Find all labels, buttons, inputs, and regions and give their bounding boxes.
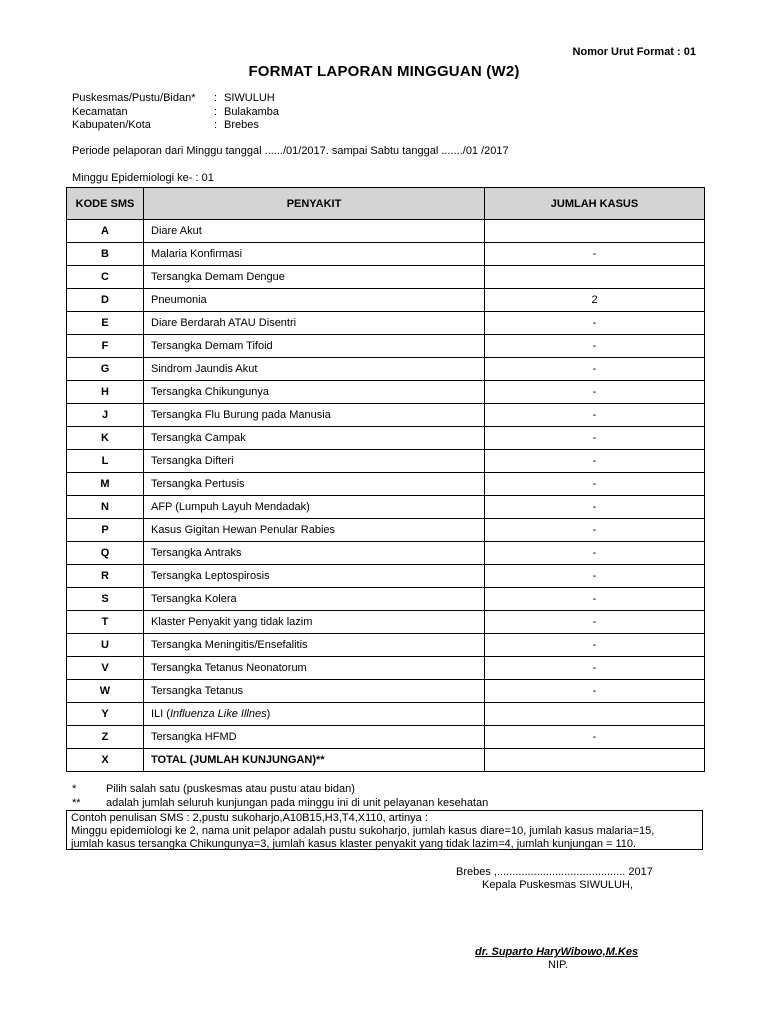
row-count: - [485, 611, 705, 634]
row-count: - [485, 726, 705, 749]
note-1 [72, 783, 355, 795]
row-disease: Tersangka Leptospirosis [144, 565, 485, 588]
kabupaten-value: Brebes [224, 119, 259, 131]
row-code: K [67, 427, 144, 450]
row-disease: AFP (Lumpuh Layuh Mendadak) [144, 496, 485, 519]
table-row [67, 220, 705, 243]
row-code: A [67, 220, 144, 243]
row-disease: Diare Akut [144, 220, 485, 243]
colon: : [214, 106, 218, 118]
note-2-mark: ** [72, 797, 81, 809]
row-count: - [485, 427, 705, 450]
row-code: T [67, 611, 144, 634]
row-count [485, 703, 705, 726]
table-row [67, 749, 705, 772]
row-disease: TOTAL (JUMLAH KUNJUNGAN)** [144, 749, 485, 772]
note-1-mark: * [72, 783, 77, 795]
row-count: - [485, 634, 705, 657]
table-row [67, 634, 705, 657]
colon: : [214, 92, 218, 104]
row-disease: Tersangka Pertusis [144, 473, 485, 496]
kecamatan-value: Bulakamba [224, 106, 280, 118]
page-title: FORMAT LAPORAN MINGGUAN (W2) [248, 63, 520, 80]
row-code: M [67, 473, 144, 496]
row-disease: Tersangka Meningitis/Ensefalitis [144, 634, 485, 657]
table-row [67, 565, 705, 588]
row-count: - [485, 335, 705, 358]
row-disease: Tersangka Campak [144, 427, 485, 450]
sms-example-box [66, 810, 703, 850]
row-count: - [485, 542, 705, 565]
row-count [485, 220, 705, 243]
header-jumlah-kasus: JUMLAH KASUS [485, 188, 705, 220]
table-row [67, 358, 705, 381]
info-row-kabupaten [72, 119, 259, 131]
table-row [67, 496, 705, 519]
row-count: - [485, 358, 705, 381]
row-disease: Tersangka Kolera [144, 588, 485, 611]
row-code: G [67, 358, 144, 381]
row-disease: Kasus Gigitan Hewan Penular Rabies [144, 519, 485, 542]
row-count: - [485, 450, 705, 473]
row-disease: Sindrom Jaundis Akut [144, 358, 485, 381]
puskesmas-value: SIWULUH [224, 92, 275, 104]
row-code: R [67, 565, 144, 588]
row-code: E [67, 312, 144, 335]
row-disease: Tersangka Demam Tifoid [144, 335, 485, 358]
kecamatan-label: Kecamatan [72, 106, 128, 118]
example-line-2: Minggu epidemiologi ke 2, nama unit pelapor adalah pustu sukoharjo, jumlah kasus diare=10, jumlah kasus malaria=15, [71, 825, 655, 837]
signature-place-date: Brebes ,.......................................... 2017 [456, 866, 653, 878]
row-code: W [67, 680, 144, 703]
table-row [67, 427, 705, 450]
row-code: S [67, 588, 144, 611]
table-row [67, 680, 705, 703]
row-code: C [67, 266, 144, 289]
table-row [67, 542, 705, 565]
row-code: Z [67, 726, 144, 749]
row-count: - [485, 565, 705, 588]
disease-report-table [66, 187, 705, 772]
table-row [67, 335, 705, 358]
row-count: - [485, 680, 705, 703]
row-disease: Tersangka Antraks [144, 542, 485, 565]
row-code: X [67, 749, 144, 772]
row-disease: Diare Berdarah ATAU Disentri [144, 312, 485, 335]
row-count: - [485, 473, 705, 496]
row-disease: Tersangka Tetanus Neonatorum [144, 657, 485, 680]
signature-name: dr. Suparto HaryWibowo,M.Kes [475, 946, 639, 958]
row-count: 2 [485, 289, 705, 312]
format-number: Nomor Urut Format : 01 [572, 46, 696, 58]
note-2 [72, 797, 488, 809]
row-code: Q [67, 542, 144, 565]
row-count [485, 749, 705, 772]
signature-nip: NIP. [548, 959, 568, 971]
row-count: - [485, 496, 705, 519]
row-disease: Tersangka Demam Dengue [144, 266, 485, 289]
table-row [67, 703, 705, 726]
row-count: - [485, 519, 705, 542]
table-header-row [67, 188, 705, 220]
row-disease: Malaria Konfirmasi [144, 243, 485, 266]
row-code: B [67, 243, 144, 266]
note-1-text: Pilih salah satu (puskesmas atau pustu atau bidan) [106, 783, 355, 795]
row-count: - [485, 312, 705, 335]
row-code: P [67, 519, 144, 542]
info-row-kecamatan [72, 106, 279, 118]
table-row [67, 588, 705, 611]
row-code: D [67, 289, 144, 312]
row-code: N [67, 496, 144, 519]
row-code: J [67, 404, 144, 427]
example-line-3: jumlah kasus tersangka Chikungunya=3, jumlah kasus klaster penyakit yang tidak lazim=4, jumlah kunjungan = 110. [71, 838, 637, 850]
table-row [67, 243, 705, 266]
info-row-puskesmas [72, 92, 275, 104]
table-row [67, 266, 705, 289]
row-disease: Pneumonia [144, 289, 485, 312]
header-kode-sms: KODE SMS [67, 188, 144, 220]
row-code: U [67, 634, 144, 657]
signature-role: Kepala Puskesmas SIWULUH, [482, 879, 633, 891]
row-disease: ILI (Influenza Like Illnes) [144, 703, 485, 726]
epidemiology-week: Minggu Epidemiologi ke- : 01 [72, 172, 214, 184]
table-row [67, 726, 705, 749]
row-disease: Tersangka HFMD [144, 726, 485, 749]
kabupaten-label: Kabupaten/Kota [72, 119, 151, 131]
table-row [67, 404, 705, 427]
row-disease: Tersangka Chikungunya [144, 381, 485, 404]
row-count: - [485, 243, 705, 266]
row-code: Y [67, 703, 144, 726]
puskesmas-label: Puskesmas/Pustu/Bidan* [72, 92, 196, 104]
header-penyakit: PENYAKIT [144, 188, 485, 220]
table-row [67, 450, 705, 473]
row-count: - [485, 404, 705, 427]
row-disease: Tersangka Tetanus [144, 680, 485, 703]
colon: : [214, 119, 218, 131]
table-row [67, 519, 705, 542]
row-code: F [67, 335, 144, 358]
row-disease: Tersangka Difteri [144, 450, 485, 473]
row-disease: Klaster Penyakit yang tidak lazim [144, 611, 485, 634]
table-row [67, 657, 705, 680]
row-code: V [67, 657, 144, 680]
table-row [67, 611, 705, 634]
table-row [67, 312, 705, 335]
note-2-text: adalah jumlah seluruh kunjungan pada minggu ini di unit pelayanan kesehatan [106, 797, 489, 809]
row-disease: Tersangka Flu Burung pada Manusia [144, 404, 485, 427]
row-code: L [67, 450, 144, 473]
row-count: - [485, 657, 705, 680]
row-count: - [485, 588, 705, 611]
reporting-period: Periode pelaporan dari Minggu tanggal ....../01/2017. sampai Sabtu tanggal ......./01 /2017 [72, 145, 509, 157]
example-line-1: Contoh penulisan SMS : 2,pustu sukoharjo,A10B15,H3,T4,X110, artinya : [71, 812, 428, 824]
table-row [67, 473, 705, 496]
row-count: - [485, 381, 705, 404]
row-count [485, 266, 705, 289]
table-row [67, 289, 705, 312]
row-code: H [67, 381, 144, 404]
table-row [67, 381, 705, 404]
